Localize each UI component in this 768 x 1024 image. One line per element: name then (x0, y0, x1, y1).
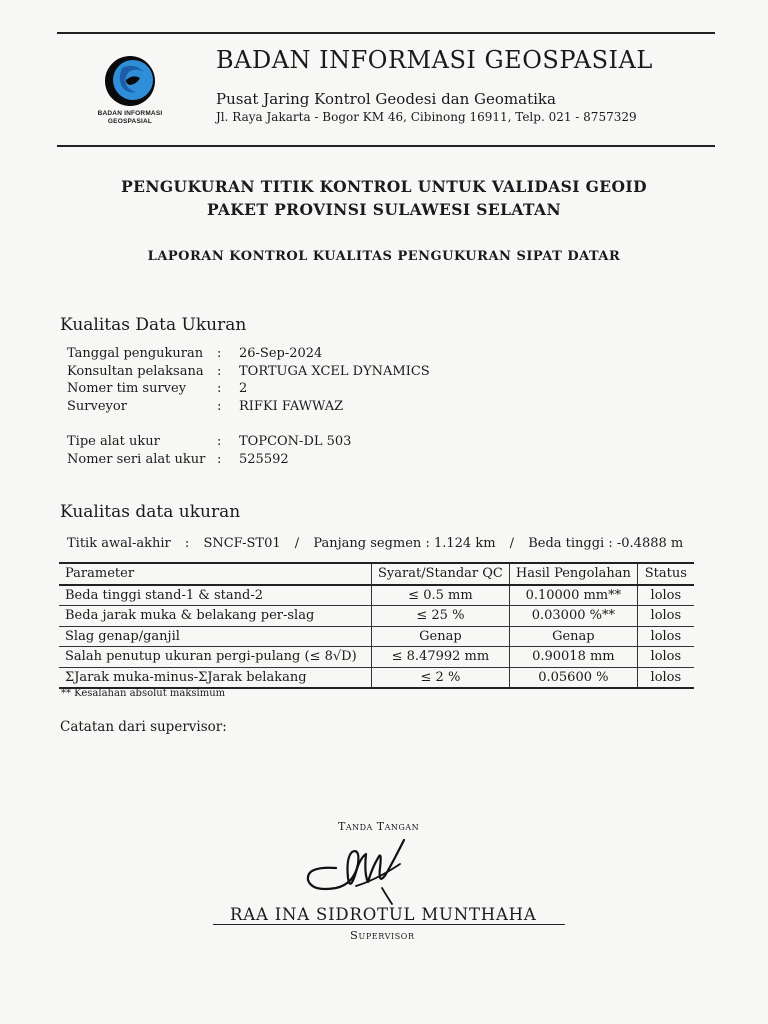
table-cell: 0.90018 mm (509, 647, 637, 668)
logo-text-line2: GEOSPASIAL (107, 118, 153, 125)
table-cell: 0.03000 %** (509, 606, 637, 627)
table-cell: ≤ 0.5 mm (372, 585, 510, 606)
section-heading-data-quality: Kualitas Data Ukuran (60, 315, 247, 335)
info-row (67, 451, 351, 469)
table-cell: 0.05600 % (509, 667, 637, 688)
info-value: 2 (239, 381, 248, 396)
info-label: Konsultan pelaksana (67, 363, 204, 379)
segment-length-value: 1.124 km (433, 536, 496, 551)
table-cell: Genap (509, 626, 637, 647)
logo-text-line1: BADAN INFORMASI (97, 110, 163, 117)
table-cell: Slag genap/ganjil (59, 626, 372, 647)
status-cell: lolos (637, 606, 694, 627)
info-row (67, 433, 351, 451)
section-heading-measurement-quality: Kualitas data ukuran (60, 502, 241, 522)
column-header: Parameter (59, 563, 372, 585)
info-label: Nomer seri alat ukur (67, 451, 206, 467)
info-colon: : (217, 434, 222, 449)
table-row (59, 626, 694, 647)
status-cell: lolos (637, 647, 694, 668)
survey-info-block (67, 345, 430, 415)
table-footnote: ** Kesalahan absolut maksimum (61, 688, 226, 699)
info-label: Tipe alat ukur (67, 434, 160, 449)
info-value: RIFKI FAWWAZ (239, 398, 344, 414)
supervisor-name: RAA INA SIDROTUL MUNTHAHA (230, 905, 537, 924)
agency-logo (84, 54, 176, 126)
column-header: Hasil Pengolahan (509, 563, 637, 585)
segment-separator: / (294, 536, 300, 551)
segment-height-label: Beda tinggi (528, 536, 605, 551)
info-value: TORTUGA XCEL DYNAMICS (239, 363, 430, 379)
header-bottom-rule (57, 145, 715, 147)
info-value: 525592 (239, 451, 289, 467)
info-colon: : (217, 451, 222, 467)
table-cell: ≤ 25 % (372, 606, 510, 627)
segment-height-value: -0.4888 m (616, 536, 684, 551)
table-row (59, 667, 694, 688)
segment-summary (67, 536, 683, 551)
status-cell: lolos (637, 585, 694, 606)
info-row (67, 345, 430, 363)
signature-label: Tanda Tangan (338, 820, 420, 833)
table-cell: ≤ 2 % (372, 667, 510, 688)
table-cell: Beda tinggi stand-1 & stand-2 (59, 585, 372, 606)
supervisor-role: Supervisor (350, 928, 415, 942)
report-title: LAPORAN KONTROL KUALITAS PENGUKURAN SIPAT DATAR (147, 249, 621, 264)
globe-logo-icon (100, 54, 160, 108)
table-cell: Salah penutup ukuran pergi-pulang (≤ 8√D) (59, 647, 372, 668)
info-colon: : (217, 398, 222, 414)
info-label: Tanggal pengukuran (67, 346, 204, 361)
info-row (67, 398, 430, 416)
info-row (67, 380, 430, 398)
info-label: Nomer tim survey (67, 381, 187, 396)
info-colon: : (217, 381, 222, 396)
segment-endpoints-label: Titik awal-akhir (67, 536, 171, 551)
info-label: Surveyor (67, 398, 127, 414)
column-header: Status (637, 563, 694, 585)
instrument-info-block (67, 433, 351, 468)
organization-unit: Pusat Jaring Kontrol Geodesi dan Geomatika (216, 90, 556, 108)
table-cell: 0.10000 mm** (509, 585, 637, 606)
table-cell: ≤ 8.47992 mm (372, 647, 510, 668)
status-cell: lolos (637, 626, 694, 647)
table-row (59, 606, 694, 627)
segment-separator: / (509, 536, 515, 551)
status-cell: lolos (637, 667, 694, 688)
organization-address: Jl. Raya Jakarta - Bogor KM 46, Cibinong 16911, Telp. 021 - 8757329 (216, 110, 637, 124)
table-cell: Beda jarak muka & belakang per-slag (59, 606, 372, 627)
segment-endpoints-value: SNCF-ST01 (203, 536, 281, 551)
info-colon: : (217, 346, 222, 361)
table-row (59, 585, 694, 606)
table-cell: Genap (372, 626, 510, 647)
signature-rule (213, 924, 565, 925)
document-title-line2: PAKET PROVINSI SULAWESI SELATAN (206, 200, 562, 219)
table-cell: ΣJarak muka-minus-ΣJarak belakang (59, 667, 372, 688)
segment-length-label: Panjang segmen (313, 536, 422, 551)
handwritten-signature-icon (296, 828, 426, 908)
supervisor-notes-label: Catatan dari supervisor: (60, 719, 227, 735)
segment-colon: : (425, 536, 430, 551)
organization-name: BADAN INFORMASI GEOSPASIAL (216, 46, 653, 74)
info-colon: : (217, 363, 222, 379)
table-row (59, 647, 694, 668)
segment-colon: : (608, 536, 613, 551)
info-value: TOPCON-DL 503 (239, 434, 352, 449)
logo-caption (84, 110, 176, 126)
document-title-line1: PENGUKURAN TITIK KONTROL UNTUK VALIDASI GEOID (121, 177, 647, 196)
column-header: Syarat/Standar QC (372, 563, 510, 585)
info-row (67, 363, 430, 381)
info-value: 26-Sep-2024 (239, 346, 323, 361)
table-header-row (59, 563, 694, 585)
qc-table (59, 562, 694, 689)
header-top-rule (57, 32, 715, 34)
segment-colon: : (184, 536, 190, 551)
